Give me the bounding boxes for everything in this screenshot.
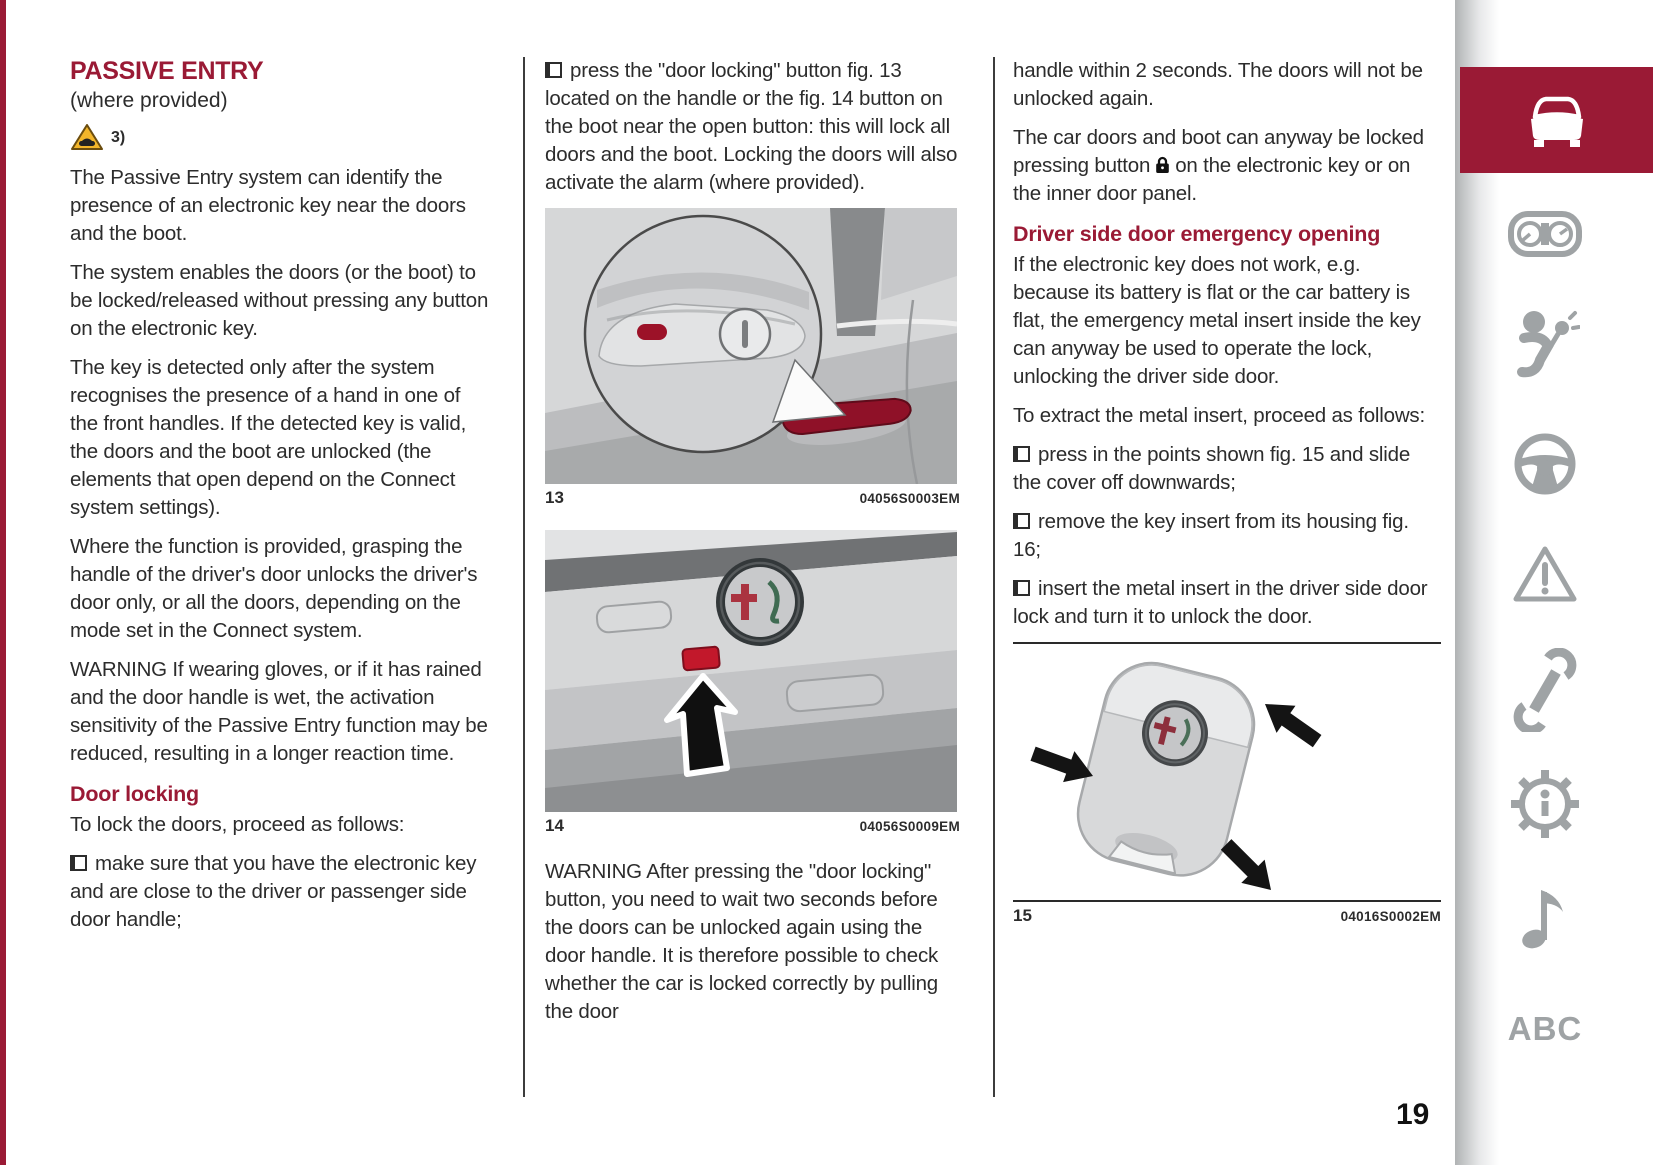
column-divider: [993, 57, 995, 1097]
section-heading-emergency-opening: Driver side door emergency opening: [1013, 222, 1381, 246]
figure-number: 13: [545, 488, 564, 507]
fig13-door-handle-photo: [545, 208, 957, 484]
bullet-text: insert the metal insert in the driver side door lock and turn it to unlock the door.: [1013, 577, 1428, 628]
bullet-item: [1013, 441, 1441, 497]
bullet-square-icon: [1013, 513, 1030, 529]
airbag-safety-icon: [1510, 308, 1580, 386]
paragraph: The key is detected only after the system recognises the presence of a hand in one of the front handles. If the detected key is valid, the doors and the boot are unlocked (the elements that open depend on the Connect system settings).: [70, 356, 467, 519]
column-divider: [523, 57, 525, 1097]
caution-triangle-icon: [70, 123, 104, 152]
paragraph-text: on the electronic key or on the inner door panel.: [1013, 154, 1411, 205]
bullet-item: [1013, 508, 1441, 564]
figure-14: [545, 530, 960, 836]
subtitle: (where provided): [70, 89, 228, 112]
figure-code: 04016S0002EM: [1340, 909, 1441, 924]
figure-code: 04056S0009EM: [859, 819, 960, 834]
figure-13: [545, 208, 960, 508]
section-heading-door-locking: Door locking: [70, 782, 199, 806]
steering-wheel-icon: [1511, 430, 1579, 498]
figure-code: 04056S0003EM: [859, 491, 960, 506]
sidebar-item-multimedia[interactable]: [1498, 882, 1592, 952]
technical-info-gear-icon: [1509, 768, 1581, 840]
instrument-cluster-icon: [1506, 205, 1584, 263]
sidebar-item-index-abc[interactable]: ABC: [1507, 1010, 1583, 1047]
bullet-item: [70, 850, 490, 934]
paragraph: To lock the doors, proceed as follows:: [70, 813, 405, 836]
bullet-square-icon: [70, 855, 87, 871]
figure-bottom-rule: [1013, 900, 1441, 902]
bullet-text: press the "door locking" button fig. 13 located on the handle or the fig. 14 button on the boot near the open button: this will lock all doors and the boot. Locking the doors will also activate the alarm (where provided).: [545, 59, 958, 194]
figure-caption: [545, 488, 960, 508]
fig14-boot-button-photo: [545, 530, 957, 812]
warning-reference-row: [70, 123, 490, 152]
paragraph-with-lock-icon: [1013, 124, 1441, 208]
paragraph: WARNING After pressing the "door locking" button, you need to wait two seconds before the doors can be unlocked again using the door handle. It is therefore possible to check whether the car is locked correctly by pulling the door: [545, 860, 939, 1023]
paragraph: Where the function is provided, grasping the handle of the driver's door unlocks the driver's door only, or all the doors, depending on the mode set in the Connect system.: [70, 535, 478, 642]
boot-locking-button: [682, 646, 720, 670]
page-title: PASSIVE ENTRY: [70, 57, 264, 85]
bullet-text: press in the points shown fig. 15 and slide the cover off downwards;: [1013, 443, 1411, 494]
service-wrench-icon: [1512, 648, 1578, 732]
sidebar-item-emergency[interactable]: [1498, 543, 1592, 605]
paragraph: The Passive Entry system can identify the presence of an electronic key near the doors and the boot.: [70, 166, 466, 245]
figure-15: [1013, 644, 1441, 926]
sidebar-item-instruments[interactable]: [1498, 205, 1592, 263]
page-edge-accent: [0, 0, 6, 1165]
figure-number: 15: [1013, 906, 1032, 925]
sidebar-shadow-gradient: [1455, 0, 1499, 1165]
bullet-item: [1013, 575, 1441, 631]
bullet-text: make sure that you have the electronic key and are close to the driver or passenger side door handle;: [70, 852, 477, 931]
warning-ref-number: 3): [111, 128, 126, 146]
paragraph: If the electronic key does not work, e.g. because its battery is flat or the car battery is flat, the emergency metal insert inside the key can anyway be used to operate the lock, unlocking the driver side door.: [1013, 253, 1421, 388]
fig15-electronic-key-photo: [1013, 644, 1437, 900]
figure-number: 14: [545, 816, 564, 835]
sidebar-item-safety[interactable]: [1498, 308, 1592, 386]
car-front-icon: [1520, 91, 1594, 149]
paragraph: To extract the metal insert, proceed as follows:: [1013, 404, 1425, 427]
music-note-icon: [1519, 882, 1571, 952]
middle-column: [545, 57, 960, 1037]
page-number: 19: [1396, 1098, 1430, 1131]
sidebar-item-service[interactable]: [1498, 648, 1592, 732]
warning-triangle-icon: [1511, 543, 1579, 605]
sidebar-item-vehicle[interactable]: [1460, 67, 1653, 173]
left-column: [70, 57, 490, 945]
figure-caption: [545, 816, 960, 836]
lock-icon: [1155, 156, 1170, 174]
bullet-square-icon: [1013, 580, 1030, 596]
figure-caption: [1013, 906, 1441, 926]
paragraph-text: The car doors and boot can anyway be locked pressing button: [1013, 126, 1424, 177]
paragraph: The system enables the doors (or the boot) to be locked/released without pressing any button on the electronic key.: [70, 261, 489, 340]
sidebar-item-driving[interactable]: [1498, 430, 1592, 498]
right-column: [1013, 57, 1441, 948]
sidebar-item-technical-data[interactable]: [1498, 768, 1592, 840]
paragraph: handle within 2 seconds. The doors will not be unlocked again.: [1013, 59, 1423, 110]
paragraph: WARNING If wearing gloves, or if it has rained and the door handle is wet, the activation sensitivity of the Passive Entry function may be reduced, resulting in a longer reaction time.: [70, 658, 488, 765]
bullet-text: remove the key insert from its housing fig. 16;: [1013, 510, 1409, 561]
bullet-item: [545, 57, 960, 197]
bullet-square-icon: [1013, 446, 1030, 462]
handle-sensor-button: [637, 324, 667, 340]
bullet-square-icon: [545, 62, 562, 78]
